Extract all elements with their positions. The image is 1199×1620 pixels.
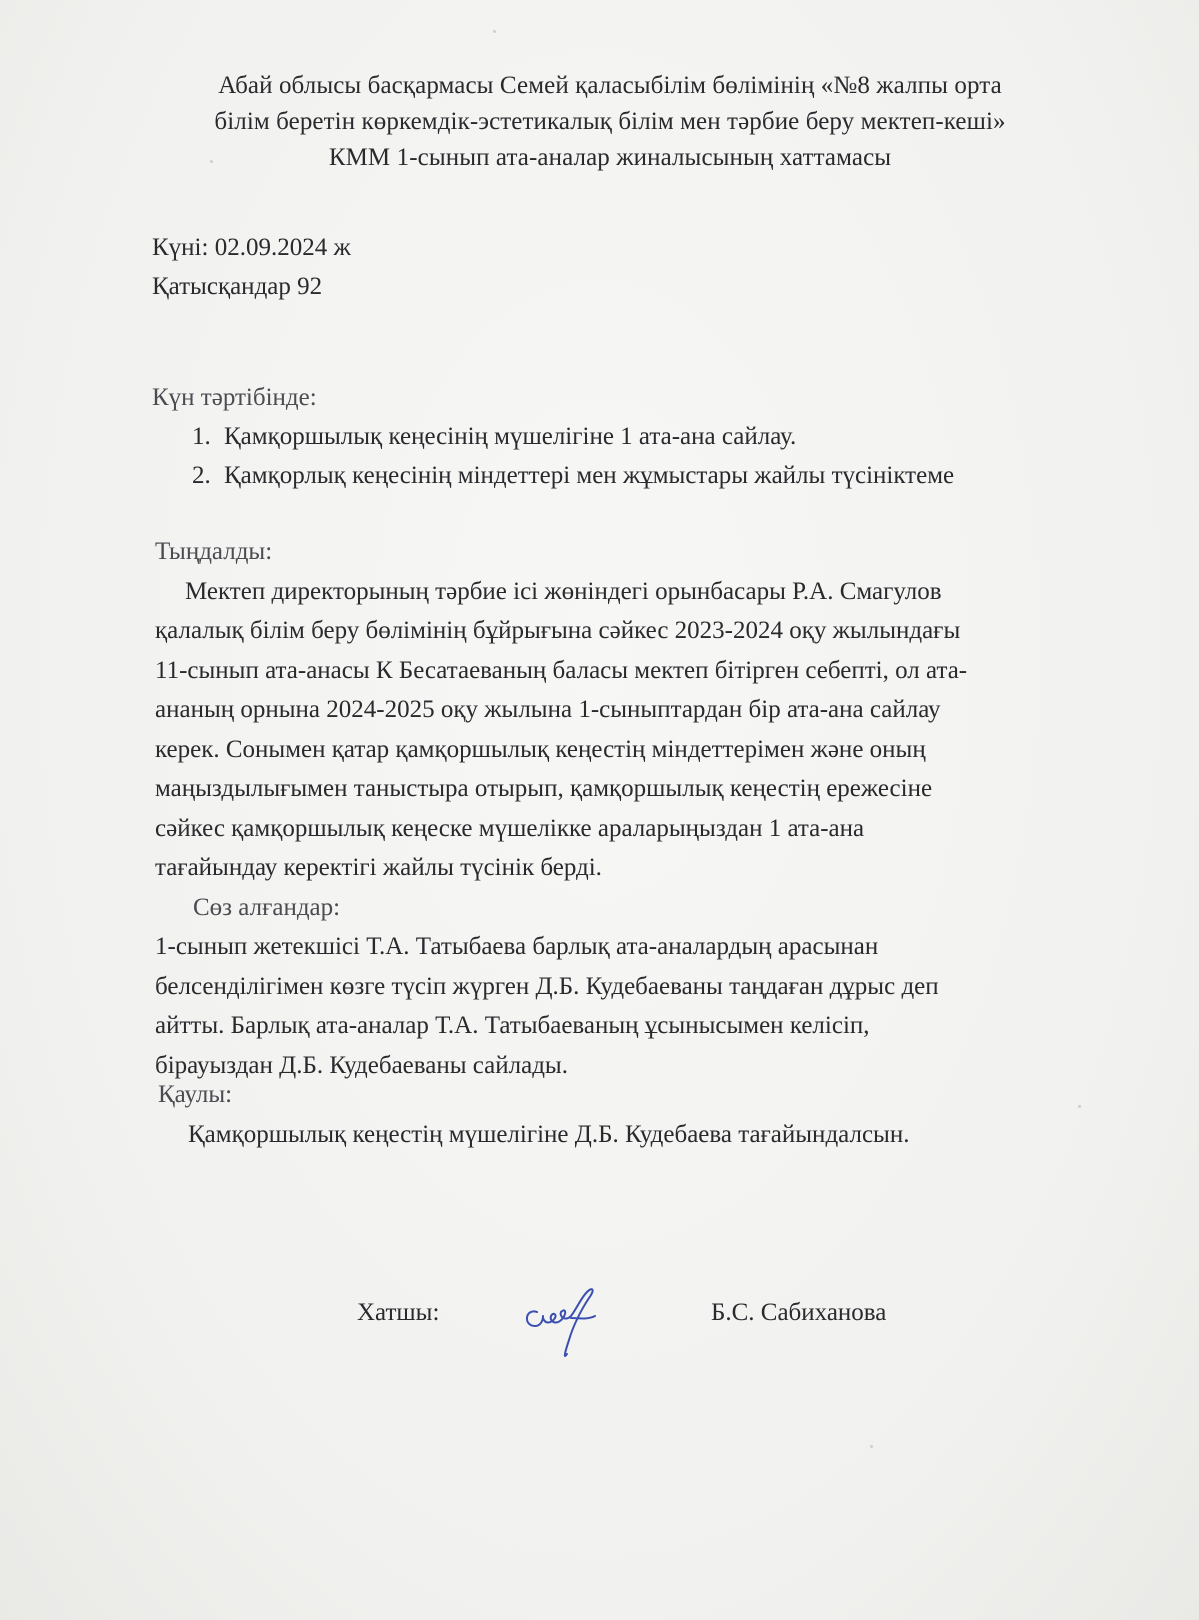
heard-line: қалалық білім беру бөлімінің бұйрығына сәйкес 2023-2024 оқу жылындағы (155, 617, 961, 644)
heard-line: ананың орнына 2024-2025 оқу жылына 1-сыныптардан бір ата-ана сайлау (155, 696, 941, 723)
attendees-count: Қатысқандар 92 (152, 273, 323, 300)
secretary-label: Хатшы: (357, 1299, 440, 1326)
heard-line: керек. Сонымен қатар қамқоршылық кеңестің міндеттерімен және оның (155, 735, 926, 763)
scan-speck (493, 30, 496, 33)
agenda-item (152, 417, 1102, 456)
decision-title: Қаулы: (158, 1081, 233, 1108)
speaker-line: айтты. Барлық ата-аналар Т.А. Татыбаеваның ұсынысымен келісіп, (155, 1012, 870, 1039)
decision-text: Қамқоршылық кеңестің мүшелігіне Д.Б. Кудебаева тағайындалсын. (188, 1121, 910, 1148)
speaker-line: белсенділігімен көзге түсіп жүрген Д.Б. Кудебаеваны таңдаған дұрыс деп (155, 972, 939, 1000)
agenda-section (152, 378, 1102, 495)
heard-line: 11-сынып ата-анасы К Бесатаеваның баласы мектеп бітірген себепті, ол ата- (155, 656, 968, 684)
heard-line: Мектеп директорының тәрбие ісі жөніндегі орынбасары Р.А. Смагулов (185, 577, 942, 605)
speaker-line: 1-сынып жетекшісі Т.А. Татыбаева барлық ата-аналардың арасынан (155, 933, 879, 960)
heard-title: Тыңдалды: (155, 538, 273, 565)
scan-speck (870, 1445, 873, 1448)
speakers-title: Сөз алғандар: (193, 893, 341, 921)
agenda-item-text: Қамқоршылық кеңесінің мүшелігіне 1 ата-ана сайлау. (224, 423, 797, 450)
document-header (140, 68, 1080, 176)
header-line-3: КММ 1-сынып ата-аналар жиналысының хаттамасы (328, 144, 892, 171)
header-line-2: білім беретін көркемдік-эстетикалық білім мен тәрбие беру мектеп-кеші» (214, 108, 1006, 135)
signature-stroke (527, 1289, 595, 1356)
heard-section (155, 532, 1115, 1085)
agenda-title: Күн тәртібінде: (152, 384, 317, 411)
meeting-meta (152, 228, 351, 306)
heard-line: сәйкес қамқоршылық кеңеске мүшелікке араларыңыздан 1 ата-ана (155, 814, 865, 842)
meeting-date: Күні: 02.09.2024 ж (152, 234, 351, 261)
agenda-list (152, 417, 1102, 495)
heard-line: тағайындау керектігі жайлы түсінік берді. (155, 854, 602, 881)
speaker-line: бірауыздан Д.Б. Кудебаеваны сайлады. (155, 1051, 568, 1079)
agenda-item-number: 2. (192, 462, 211, 489)
agenda-item-number: 1. (192, 423, 211, 450)
agenda-item-text: Қамқорлық кеңесінің міндеттері мен жұмыстары жайлы түсініктеме (224, 462, 955, 489)
agenda-item (152, 456, 1102, 495)
heard-line: маңыздылығымен таныстыра отырып, қамқоршылық кеңестің ережесіне (155, 775, 933, 802)
handwritten-signature (515, 1268, 625, 1368)
secretary-name: Б.С. Сабиханова (711, 1299, 887, 1326)
decision-section (158, 1075, 1118, 1155)
header-line-1: Абай облысы басқармасы Семей қаласыбілім бөлімінің «№8 жалпы орта (218, 72, 1002, 99)
